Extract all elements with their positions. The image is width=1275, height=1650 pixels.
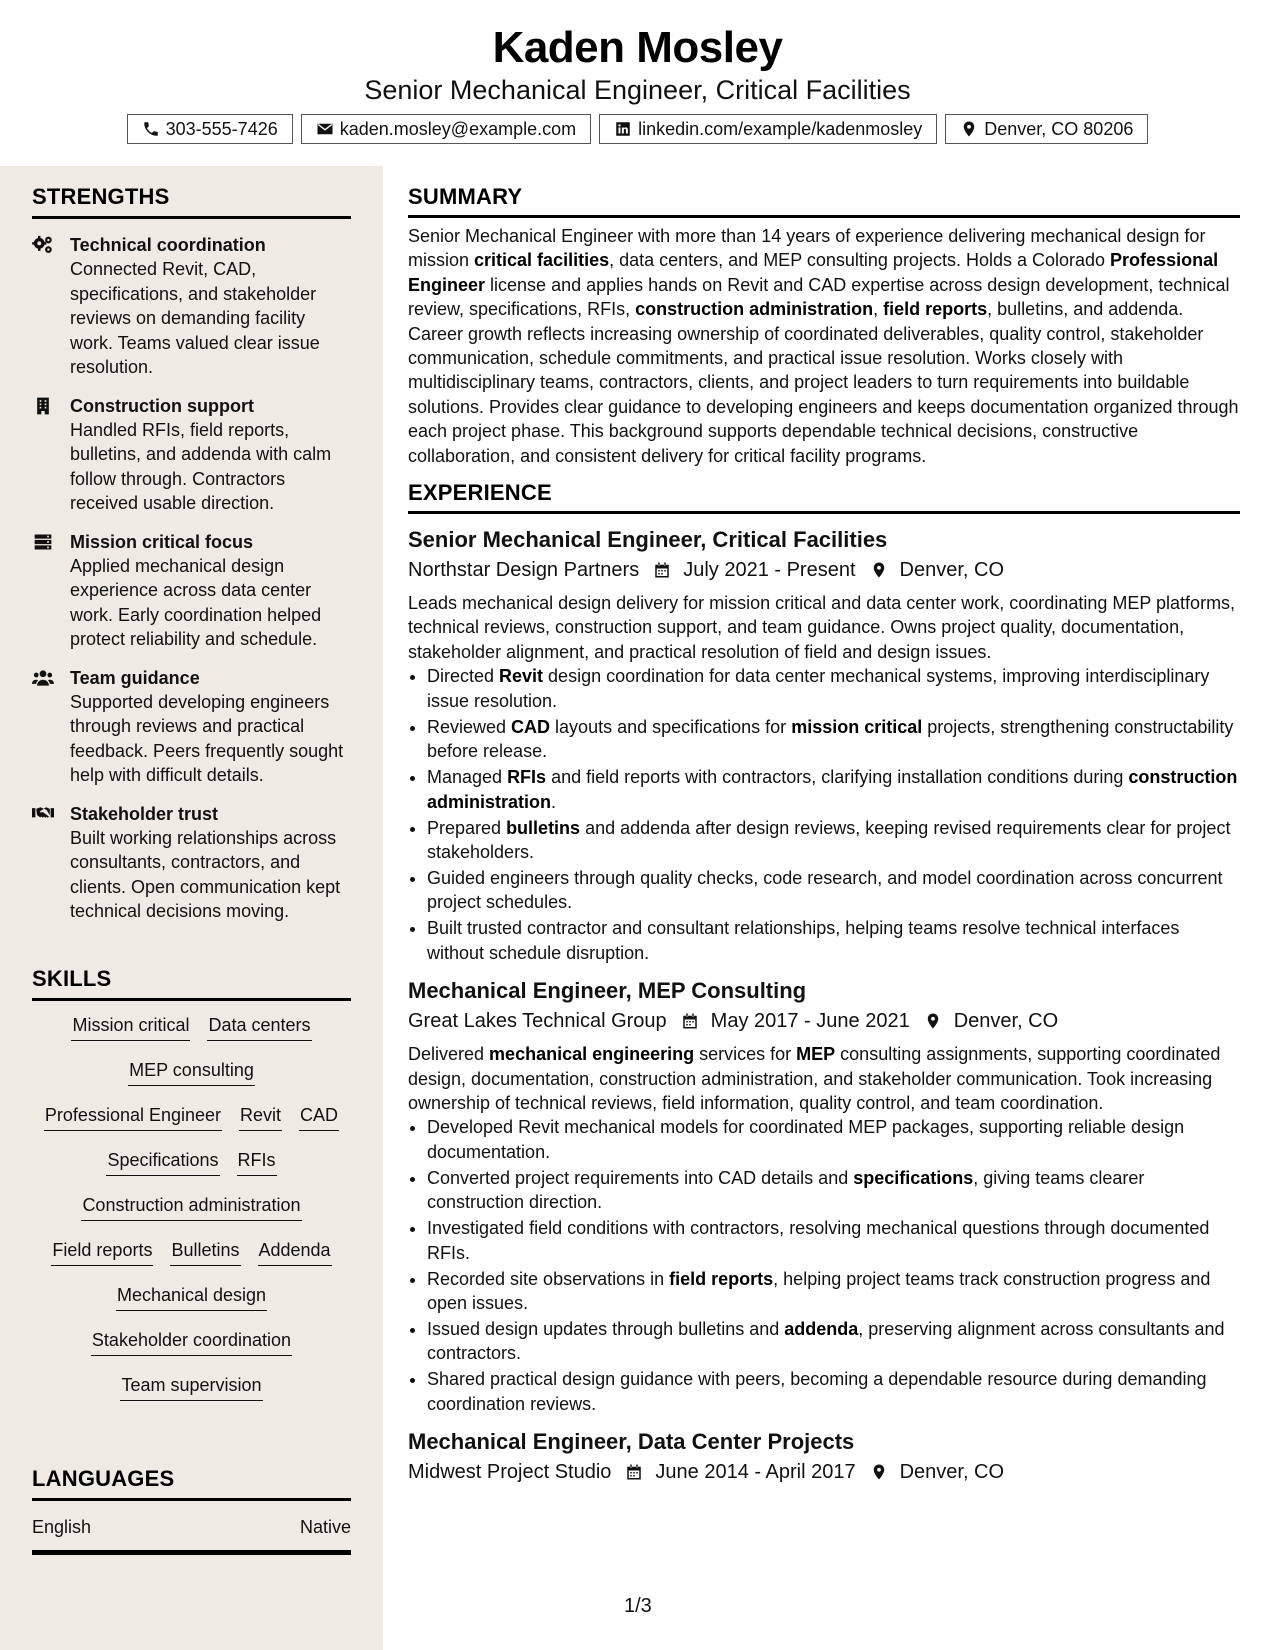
strength-item: [32, 530, 351, 652]
skill-row: [32, 1148, 351, 1193]
job-entry: [408, 977, 1240, 1416]
job-location: Denver, CO: [953, 1010, 1059, 1033]
job-company: Midwest Project Studio: [408, 1461, 612, 1484]
skill-tag: Revit: [239, 1103, 282, 1131]
job-title: Senior Mechanical Engineer, Critical Facilities: [408, 527, 888, 553]
calendar-icon: [653, 560, 671, 580]
job-meta: [408, 1006, 1240, 1036]
strength-item: [32, 394, 351, 516]
strength-desc: Supported developing engineers through reviews and practical feedback. Peers frequently sought help with difficult details.: [70, 691, 344, 785]
job-dates: May 2017 - June 2021: [710, 1010, 910, 1033]
job-summary: Leads mechanical design delivery for mission critical and data center work, coordinating MEP platforms, technical reviews, construction support, and team guidance. Owns project quality, documentation, stakeholder alignment, and practical resolution of field and design issues.: [408, 593, 1236, 662]
strength-desc: Handled RFIs, field reports, bulletins, and addenda with calm follow through. Contractors received usable direction.: [70, 419, 332, 513]
strengths-heading: STRENGTHS: [32, 184, 351, 219]
strength-desc: Connected Revit, CAD, specifications, and stakeholder reviews on demanding facility work. Teams valued clear issue resolution.: [70, 259, 320, 377]
handshake-icon: [32, 804, 54, 824]
job-entry: [408, 526, 1240, 965]
skill-row: [32, 1328, 351, 1373]
strengths-section: [32, 184, 351, 924]
linkedin-icon: [614, 120, 632, 138]
strength-title: Mission critical focus: [70, 531, 254, 552]
building-icon: [32, 396, 54, 416]
envelope-icon: [316, 120, 334, 138]
resume-header: [0, 0, 1275, 144]
contact-bar: [0, 114, 1275, 144]
job-summary: Delivered mechanical engineering services for MEP consulting assignments, supporting coordinated design, documentation, construction administration, and stakeholder communication. Took increasing ownership of technical reviews, field information, quality control, and team coordination.: [408, 1044, 1221, 1113]
job-dates: June 2014 - April 2017: [655, 1461, 856, 1484]
skill-tag: Construction administration: [81, 1193, 301, 1221]
strength-title: Technical coordination: [70, 235, 266, 255]
skills-list: [32, 1013, 351, 1418]
language-level: Native: [299, 1517, 351, 1537]
languages-heading: LANGUAGES: [32, 1466, 351, 1501]
skill-row: [32, 1238, 351, 1283]
page-number: 1/3: [624, 1595, 652, 1617]
list-item: • Converted project requirements into CAD details and specifications, giving teams clearer construction direction.: [427, 1166, 1240, 1215]
summary-section: [408, 184, 1240, 468]
contact-phone[interactable]: [127, 114, 293, 144]
experience-section: [408, 480, 1240, 1487]
location-pin-icon: [870, 560, 888, 580]
strength-item: [32, 802, 351, 924]
skill-row: [32, 1193, 351, 1238]
contact-text: 303-555-7426: [165, 118, 278, 139]
strength-title: Stakeholder trust: [70, 803, 219, 824]
skill-tag: Data centers: [207, 1013, 311, 1041]
contact-text: kaden.mosley@example.com: [339, 118, 577, 139]
contact-linkedin[interactable]: [599, 114, 937, 144]
skill-tag: Bulletins: [170, 1238, 240, 1266]
job-company: Northstar Design Partners: [408, 559, 640, 582]
server-icon: [32, 532, 54, 552]
skill-tag: CAD: [299, 1103, 339, 1131]
skills-heading: SKILLS: [32, 966, 351, 1001]
job-dates: July 2021 - Present: [683, 559, 856, 582]
strength-desc: Applied mechanical design experience across data center work. Early coordination helped protect reliability and schedule.: [70, 555, 322, 649]
list-item: • Guided engineers through quality checks, code research, and model coordination across concurrent project schedules.: [427, 866, 1240, 915]
skill-row: [32, 1283, 351, 1328]
list-item: • Recorded site observations in field reports, helping project teams track construction progress and open issues.: [427, 1267, 1240, 1316]
skill-tag: Team supervision: [120, 1373, 262, 1401]
job-bullets: [408, 1115, 1240, 1416]
skill-row: [32, 1013, 351, 1058]
list-item: • Developed Revit mechanical models for coordinated MEP packages, supporting reliable design documentation.: [427, 1115, 1240, 1164]
job-entry: [408, 1428, 1240, 1487]
job-location: Denver, CO: [899, 1461, 1005, 1484]
language-row: [32, 1517, 351, 1555]
strength-desc: Built working relationships across consultants, contractors, and clients. Open communication kept technical decisions moving.: [70, 827, 341, 921]
list-item: • Investigated field conditions with contractors, resolving mechanical questions through documented RFIs.: [427, 1216, 1240, 1265]
contact-text: Denver, CO 80206: [984, 118, 1134, 139]
strength-title: Construction support: [70, 395, 254, 416]
skill-row: [32, 1103, 351, 1148]
skill-tag: Professional Engineer: [44, 1103, 222, 1131]
experience-heading: EXPERIENCE: [408, 480, 1240, 514]
skill-tag: Mechanical design: [116, 1283, 267, 1311]
list-item: • Prepared bulletins and addenda after design reviews, keeping revised requirements clear for project stakeholders.: [427, 816, 1240, 865]
skill-tag: Field reports: [51, 1238, 153, 1266]
job-meta: [408, 555, 1240, 585]
languages-section: [32, 1466, 351, 1555]
main-content: [408, 166, 1240, 1487]
phone-icon: [142, 120, 160, 138]
skills-section: [32, 966, 351, 1418]
job-location: Denver, CO: [899, 559, 1005, 582]
calendar-icon: [625, 1462, 643, 1482]
strength-item: [32, 666, 351, 788]
job-bullets: [408, 664, 1240, 965]
contact-location: [945, 114, 1148, 144]
strength-title: Team guidance: [70, 667, 200, 688]
team-icon: [32, 668, 54, 688]
contact-email[interactable]: [301, 114, 591, 144]
candidate-name: Kaden Mosley: [492, 23, 783, 72]
job-company: Great Lakes Technical Group: [408, 1010, 667, 1033]
job-title: Mechanical Engineer, MEP Consulting: [408, 978, 807, 1004]
skill-row: [32, 1373, 351, 1418]
list-item: • Built trusted contractor and consultant relationships, helping teams resolve technical interfaces without schedule disruption.: [427, 916, 1240, 965]
summary-text: Senior Mechanical Engineer with more than 14 years of experience delivering mechanical design for mission critical facilities, data centers, and MEP consulting projects. Holds a Colorado Professional Engineer license and applies hands on Revit and CAD expertise across design development, technical review, specifications, RFIs, construction administration, field reports, bulletins, and addenda. Career growth reflects increasing ownership of coordinated deliverables, quality control, stakeholder communication, schedule commitments, and practical issue resolution. Works closely with multidisciplinary teams, contractors, clients, and project leaders to turn requirements into buildable solutions. Provides clear guidance to developing engineers and keeps documentation organized through each project phase. This background supports dependable technical decisions, constructive collaboration, and consistent delivery for critical facility programs.: [408, 226, 1239, 466]
job-meta: [408, 1457, 1240, 1487]
candidate-title: Senior Mechanical Engineer, Critical Facilities: [364, 75, 911, 105]
list-item: • Shared practical design guidance with peers, becoming a dependable resource during demanding coordination reviews.: [427, 1367, 1240, 1416]
list-item: • Managed RFIs and field reports with contractors, clarifying installation conditions during construction administration.: [427, 765, 1240, 814]
job-title: Mechanical Engineer, Data Center Projects: [408, 1429, 855, 1455]
location-pin-icon: [960, 120, 978, 138]
language-name: English: [32, 1517, 92, 1537]
summary-heading: SUMMARY: [408, 184, 1240, 218]
skill-tag: Stakeholder coordination: [91, 1328, 292, 1356]
list-item: • Issued design updates through bulletins and addenda, preserving alignment across consultants and contractors.: [427, 1317, 1240, 1366]
location-pin-icon: [924, 1011, 942, 1031]
gears-icon: [32, 235, 54, 255]
list-item: • Directed Revit design coordination for data center mechanical systems, improving interdisciplinary issue resolution.: [427, 664, 1240, 713]
skill-tag: Specifications: [106, 1148, 219, 1176]
skill-tag: RFIs: [237, 1148, 277, 1176]
skill-row: [32, 1058, 351, 1103]
location-pin-icon: [870, 1462, 888, 1482]
list-item: • Reviewed CAD layouts and specifications for mission critical projects, strengthening constructability before release.: [427, 715, 1240, 764]
skill-tag: Mission critical: [71, 1013, 190, 1041]
skill-tag: Addenda: [258, 1238, 332, 1266]
job-list: [408, 526, 1240, 1487]
sidebar: [0, 166, 383, 1650]
strength-item: [32, 233, 351, 380]
contact-text: linkedin.com/example/kadenmosley: [638, 118, 923, 139]
calendar-icon: [681, 1011, 699, 1031]
skill-tag: MEP consulting: [128, 1058, 255, 1086]
